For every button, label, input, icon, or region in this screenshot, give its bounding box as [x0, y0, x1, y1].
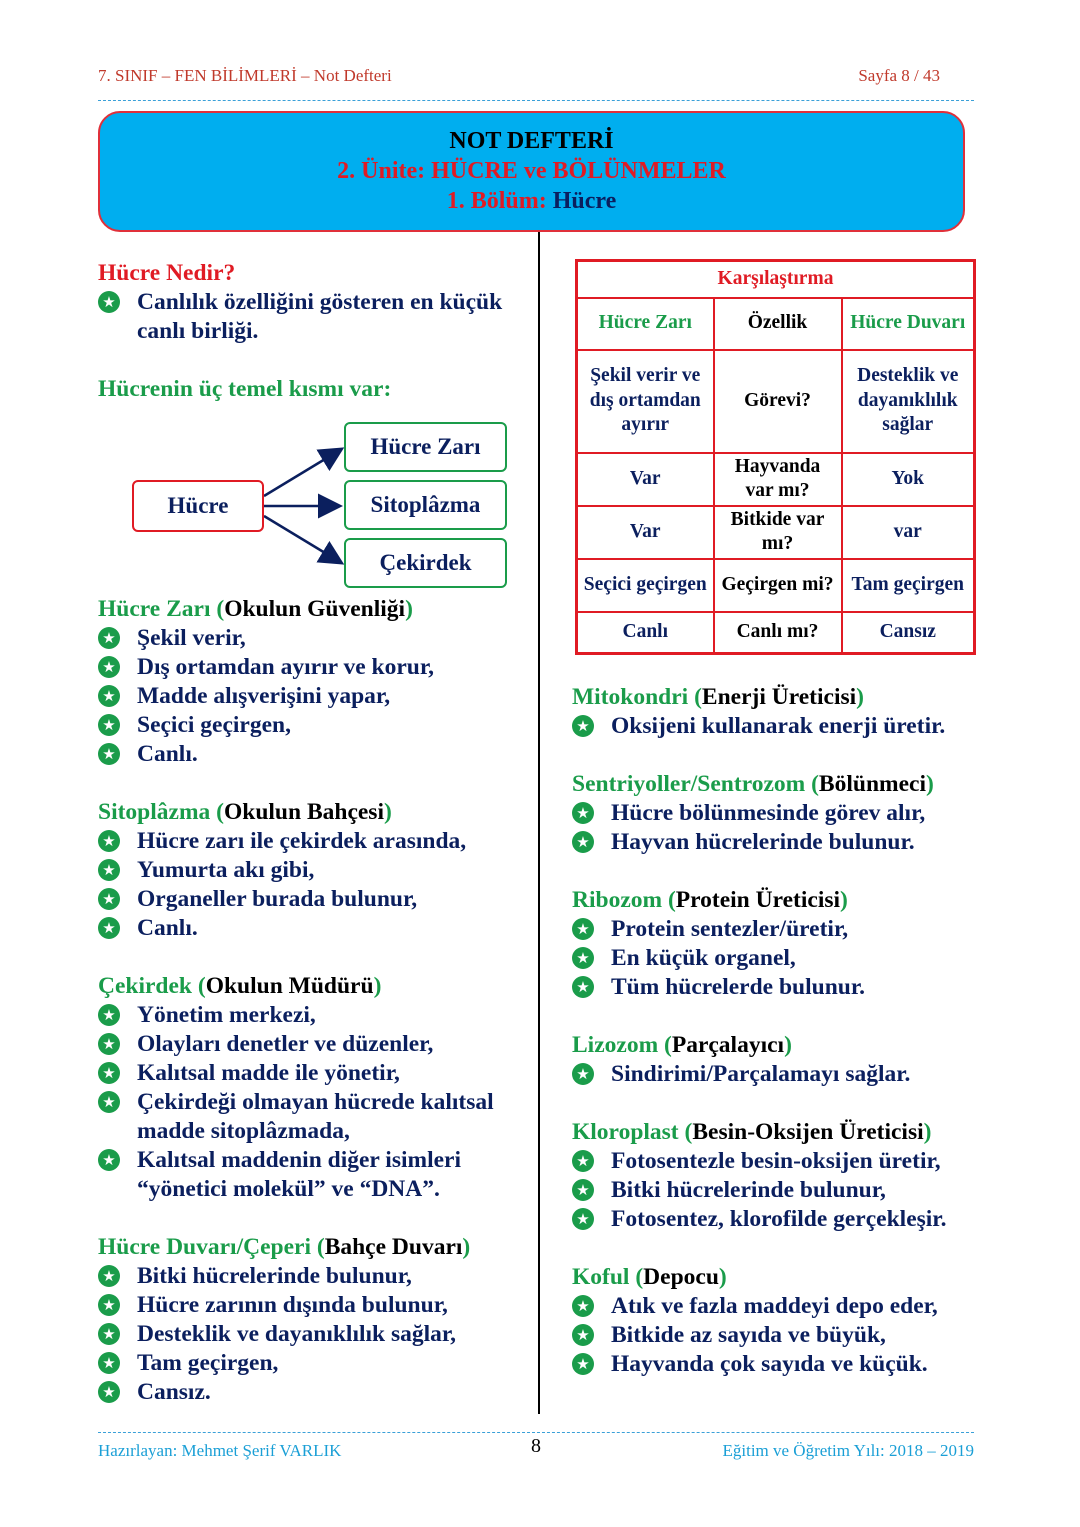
- list-item-text: Organeller burada bulunur,: [137, 886, 418, 912]
- star-bullet-icon: ★: [98, 627, 120, 649]
- list-item-text: Olayları denetler ve düzenler,: [137, 1031, 434, 1057]
- list-item-text: Kalıtsal madde ile yönetir,: [137, 1060, 400, 1086]
- list-item-text: Canlı.: [137, 741, 198, 767]
- footer-year: Eğitim ve Öğretim Yılı: 2018 – 2019: [722, 1441, 974, 1460]
- list-item-text: Fotosentez, klorofilde gerçekleşir.: [611, 1206, 947, 1232]
- section-title: Hücre Zarı (Okulun Güvenliği): [98, 596, 413, 622]
- table-cell: Cansız: [842, 612, 975, 654]
- list-item-text: Seçici geçirgen,: [137, 712, 291, 738]
- list-item-text: Hayvan hücrelerinde bulunur.: [611, 829, 915, 855]
- table-cell: Seçici geçirgen: [577, 559, 714, 612]
- left-column: [98, 259, 528, 1407]
- unit-name: HÜCRE ve BÖLÜNMELER: [431, 158, 726, 184]
- star-bullet-icon: ★: [98, 1294, 120, 1316]
- section-title: Hücre Duvarı/Çeperi (Bahçe Duvarı): [98, 1234, 471, 1260]
- star-bullet-icon: ★: [98, 291, 120, 313]
- list-item-text: Bitkide az sayıda ve büyük,: [611, 1322, 886, 1348]
- list-item-text: Tam geçirgen,: [137, 1350, 279, 1376]
- list-item-text: Bitki hücrelerinde bulunur,: [137, 1263, 412, 1289]
- list-item: [572, 1292, 982, 1321]
- table-cell: Şekil verir ve dış ortamdan ayırır: [577, 350, 714, 453]
- list-item-text: Sindirimi/Parçalamayı sağlar.: [611, 1061, 911, 1087]
- list-item-text: Hayvanda çok sayıda ve küçük.: [611, 1351, 928, 1377]
- diagram-source-box: Hücre: [132, 480, 264, 532]
- star-bullet-icon: ★: [98, 743, 120, 765]
- list-item: [98, 856, 528, 885]
- list-item: [98, 1088, 528, 1146]
- star-bullet-icon: ★: [98, 888, 120, 910]
- diagram-target-nucleus: Çekirdek: [344, 538, 507, 588]
- star-bullet-icon: ★: [572, 976, 594, 998]
- star-bullet-icon: ★: [98, 1062, 120, 1084]
- list-item: [572, 1176, 982, 1205]
- star-bullet-icon: ★: [572, 1063, 594, 1085]
- list-item-text: Oksijeni kullanarak enerji üretir.: [611, 713, 946, 739]
- title-banner: [98, 111, 965, 232]
- list-item-text: Atık ve fazla maddeyi depo eder,: [611, 1293, 938, 1319]
- list-item: [572, 973, 982, 1002]
- table-cell: Desteklik ve dayanıklılık sağlar: [842, 350, 975, 453]
- star-bullet-icon: ★: [98, 859, 120, 881]
- star-bullet-icon: ★: [98, 656, 120, 678]
- star-bullet-icon: ★: [572, 1324, 594, 1346]
- table-cell: Var: [577, 506, 714, 559]
- list-item: [572, 828, 982, 857]
- star-bullet-icon: ★: [572, 918, 594, 940]
- star-bullet-icon: ★: [572, 715, 594, 737]
- bullet-list: [98, 1001, 528, 1204]
- bullet-list: [98, 1262, 528, 1407]
- list-item: [98, 914, 528, 943]
- list-item-text: Kalıtsal maddenin diğer isimleri “yönetici molekül” ve “DNA”.: [137, 1147, 462, 1202]
- header-divider: [98, 100, 974, 101]
- star-bullet-icon: ★: [572, 802, 594, 824]
- table-cell: Canlı: [577, 612, 714, 654]
- list-item: [572, 1147, 982, 1176]
- table-title: Karşılaştırma: [577, 261, 975, 298]
- table-cell: Bitkide var mı?: [714, 506, 842, 559]
- column-divider: [538, 232, 540, 1414]
- diagram-target-membrane: Hücre Zarı: [344, 422, 507, 472]
- list-item: [98, 1001, 528, 1030]
- table-cell: Geçirgen mi?: [714, 559, 842, 612]
- section-title: Hücrenin üç temel kısmı var:: [98, 376, 392, 402]
- banner-title: NOT DEFTERİ: [449, 128, 614, 154]
- table-cell: Hayvanda var mı?: [714, 453, 842, 506]
- list-item: [572, 915, 982, 944]
- bullet-list: [98, 288, 528, 346]
- list-item: [572, 1060, 982, 1089]
- star-bullet-icon: ★: [98, 1323, 120, 1345]
- list-item: [572, 1350, 982, 1379]
- list-item: [98, 1262, 528, 1291]
- star-bullet-icon: ★: [98, 1149, 120, 1171]
- bullet-list: [98, 624, 528, 769]
- cell-parts-diagram: [98, 412, 528, 592]
- star-bullet-icon: ★: [572, 1150, 594, 1172]
- list-item-text: Protein sentezler/üretir,: [611, 916, 849, 942]
- list-item-text: En küçük organel,: [611, 945, 796, 971]
- table-cell: Var: [577, 453, 714, 506]
- star-bullet-icon: ★: [98, 830, 120, 852]
- footer-author: Hazırlayan: Mehmet Şerif VARLIK: [98, 1441, 342, 1460]
- page-footer: [98, 1435, 974, 1461]
- list-item: [98, 1320, 528, 1349]
- list-item: [98, 1349, 528, 1378]
- list-item: [98, 624, 528, 653]
- section-title: Kloroplast (Besin-Oksijen Üreticisi): [572, 1119, 932, 1145]
- table-cell: var: [842, 506, 975, 559]
- bullet-list: [98, 827, 528, 943]
- star-bullet-icon: ★: [572, 831, 594, 853]
- list-item-text: Yönetim merkezi,: [137, 1002, 316, 1028]
- list-item: [98, 711, 528, 740]
- table-cell: Canlı mı?: [714, 612, 842, 654]
- unit-label: 2. Ünite:: [337, 158, 432, 184]
- list-item: [98, 1146, 528, 1204]
- list-item: [98, 740, 528, 769]
- star-bullet-icon: ★: [572, 1208, 594, 1230]
- table-cell: Görevi?: [714, 350, 842, 453]
- section-title: Çekirdek (Okulun Müdürü): [98, 973, 382, 999]
- list-item: [98, 653, 528, 682]
- header-page-number: Sayfa 8 / 43: [858, 66, 940, 85]
- star-bullet-icon: ★: [98, 917, 120, 939]
- section-name: Hücre: [552, 188, 617, 214]
- page-header: [98, 66, 940, 86]
- arrow-to-membrane: [264, 450, 340, 496]
- list-item: [572, 1321, 982, 1350]
- list-item-text: Yumurta akı gibi,: [137, 857, 315, 883]
- list-item-text: Cansız.: [137, 1379, 211, 1405]
- table-header: Özellik: [714, 298, 842, 350]
- list-item-text: Fotosentezle besin-oksijen üretir,: [611, 1148, 941, 1174]
- diagram-target-cytoplasm: Sitoplâzma: [344, 480, 507, 530]
- list-item: [98, 1378, 528, 1407]
- star-bullet-icon: ★: [98, 685, 120, 707]
- list-item-text: Canlı.: [137, 915, 198, 941]
- section-title: Koful (Depocu): [572, 1264, 727, 1290]
- table-header: Hücre Duvarı: [842, 298, 975, 350]
- star-bullet-icon: ★: [98, 1004, 120, 1026]
- star-bullet-icon: ★: [572, 947, 594, 969]
- star-bullet-icon: ★: [572, 1353, 594, 1375]
- section-label: 1. Bölüm:: [446, 188, 553, 214]
- table-cell: Tam geçirgen: [842, 559, 975, 612]
- list-item-text: Çekirdeği olmayan hücrede kalıtsal madde sitoplâzmada,: [137, 1089, 494, 1144]
- list-item-text: Hücre zarı ile çekirdek arasında,: [137, 828, 467, 854]
- list-item: [572, 799, 982, 828]
- list-item-text: Dış ortamdan ayırır ve korur,: [137, 654, 435, 680]
- list-item: [98, 827, 528, 856]
- list-item-text: Madde alışverişini yapar,: [137, 683, 391, 709]
- star-bullet-icon: ★: [98, 1091, 120, 1113]
- star-bullet-icon: ★: [98, 714, 120, 736]
- list-item-text: Hücre bölünmesinde görev alır,: [611, 800, 926, 826]
- bullet-list: [572, 1147, 982, 1234]
- section-title: Ribozom (Protein Üreticisi): [572, 887, 848, 913]
- list-item-text: Canlılık özelliğini gösteren en küçük canlı birliği.: [137, 289, 503, 344]
- star-bullet-icon: ★: [98, 1381, 120, 1403]
- list-item: [98, 1291, 528, 1320]
- table-header: Hücre Zarı: [577, 298, 714, 350]
- bullet-list: [572, 1060, 982, 1089]
- table-cell: Yok: [842, 453, 975, 506]
- list-item: [572, 1205, 982, 1234]
- bullet-list: [572, 915, 982, 1002]
- list-item: [98, 288, 528, 346]
- comparison-table: [575, 259, 976, 655]
- list-item: [98, 682, 528, 711]
- bullet-list: [572, 1292, 982, 1379]
- list-item: [98, 1059, 528, 1088]
- star-bullet-icon: ★: [98, 1265, 120, 1287]
- header-title: 7. SINIF – FEN BİLİMLERİ – Not Defteri: [98, 66, 392, 85]
- section-title: Sentriyoller/Sentrozom (Bölünmeci): [572, 771, 934, 797]
- section-title: Sitoplâzma (Okulun Bahçesi): [98, 799, 392, 825]
- list-item: [572, 944, 982, 973]
- bullet-list: [572, 712, 982, 741]
- right-column: [572, 683, 982, 1379]
- list-item-text: Hücre zarının dışında bulunur,: [137, 1292, 448, 1318]
- section-title: Mitokondri (Enerji Üreticisi): [572, 684, 864, 710]
- list-item-text: Tüm hücrelerde bulunur.: [611, 974, 865, 1000]
- footer-page-number: 8: [531, 1435, 541, 1457]
- list-item: [572, 712, 982, 741]
- list-item: [98, 1030, 528, 1059]
- star-bullet-icon: ★: [572, 1295, 594, 1317]
- section-title: Lizozom (Parçalayıcı): [572, 1032, 792, 1058]
- star-bullet-icon: ★: [98, 1033, 120, 1055]
- section-title: Hücre Nedir?: [98, 260, 236, 286]
- list-item-text: Desteklik ve dayanıklılık sağlar,: [137, 1321, 457, 1347]
- arrow-to-nucleus: [264, 516, 340, 562]
- bullet-list: [572, 799, 982, 857]
- star-bullet-icon: ★: [98, 1352, 120, 1374]
- list-item-text: Şekil verir,: [137, 625, 246, 651]
- star-bullet-icon: ★: [572, 1179, 594, 1201]
- list-item: [98, 885, 528, 914]
- footer-divider: [98, 1432, 974, 1433]
- list-item-text: Bitki hücrelerinde bulunur,: [611, 1177, 886, 1203]
